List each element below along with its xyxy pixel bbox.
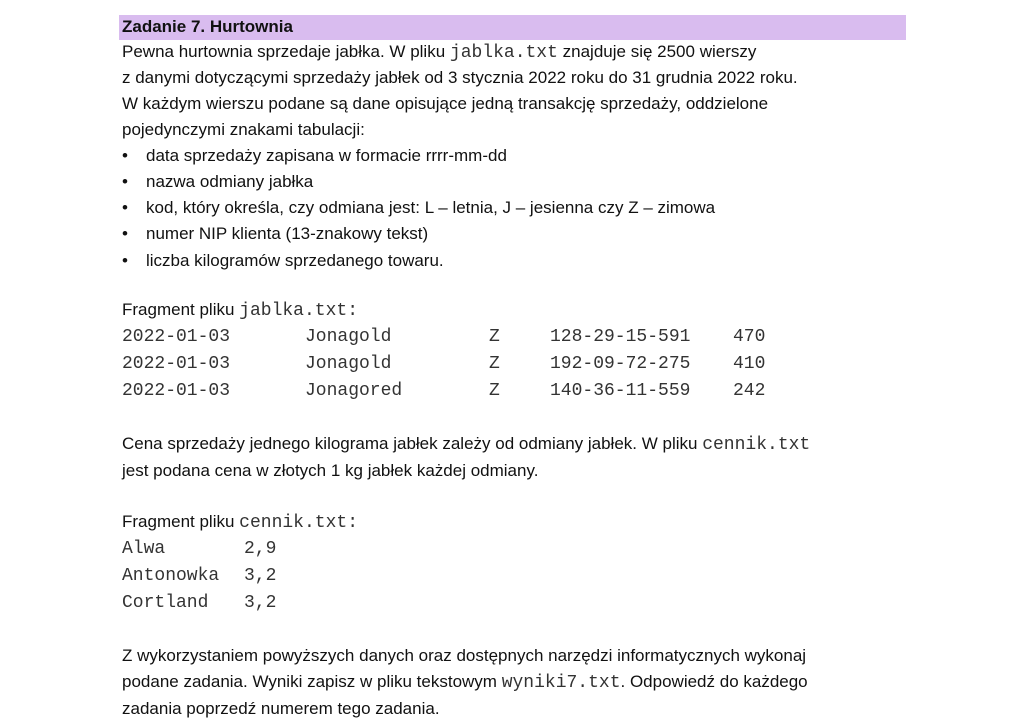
closing-line-2: [122, 671, 808, 694]
price-line-2: jest podana cena w złotych 1 kg jabłek każdej odmiany.: [122, 461, 539, 480]
jablka-nip: 140-36-11-559: [550, 381, 691, 401]
jablka-code: Z: [489, 381, 500, 401]
cennik-price: 3,2: [244, 593, 277, 613]
bullet-item-variety: [122, 171, 313, 193]
cennik-variety: Cortland: [122, 593, 209, 613]
price-text: Cena sprzedaży jednego kilograma jabłek zależy od odmiany jabłek. W pliku: [122, 434, 703, 453]
cennik-variety: Alwa: [122, 539, 166, 559]
closing-line-3: zadania poprzedź numerem tego zadania.: [122, 699, 440, 718]
bullet-text: nazwa odmiany jabłka: [146, 172, 314, 191]
intro-line-3: W każdym wierszu podane są dane opisujące jedną transakcję sprzedaży, oddzielone: [122, 94, 769, 113]
jablka-kg: 410: [733, 354, 766, 374]
bullet-item-nip: [122, 223, 428, 245]
fragment-label-text: Fragment pliku: [122, 300, 240, 319]
jablka-code: Z: [489, 327, 500, 347]
jablka-kg: 242: [733, 381, 766, 401]
fragment-jablka-label: [122, 299, 358, 322]
jablka-date: 2022-01-03: [122, 381, 231, 401]
bullet-marker: •: [122, 251, 128, 270]
jablka-date: 2022-01-03: [122, 327, 231, 347]
closing-text: podane zadania. Wyniki zapisz w pliku tekstowym: [122, 672, 502, 691]
closing-line-1: Z wykorzystaniem powyższych danych oraz dostępnych narzędzi informatycznych wykonaj: [122, 646, 807, 665]
intro-text: znajduje się 2500 wierszy: [557, 42, 757, 61]
bullet-item-date: [122, 145, 507, 167]
jablka-nip: 128-29-15-591: [550, 327, 691, 347]
fragment-label-colon: :: [347, 301, 359, 321]
bullet-marker: •: [122, 224, 128, 243]
intro-line-2: z danymi dotyczącymi sprzedaży jabłek od 3 stycznia 2022 roku do 31 grudnia 2022 roku.: [122, 68, 798, 87]
bullet-text: kod, który określa, czy odmiana jest: L – letnia, J – jesienna czy Z – zimowa: [146, 198, 716, 217]
bullet-marker: •: [122, 198, 128, 217]
filename-cennik: cennik.txt: [239, 513, 348, 533]
bullet-text: data sprzedaży zapisana w formacie rrrr-mm-dd: [146, 146, 507, 165]
filename-jablka: jablka.txt: [239, 301, 348, 321]
jablka-variety: Jonagored: [305, 381, 403, 401]
intro-line-4: pojedynczymi znakami tabulacji:: [122, 120, 365, 139]
task-title: Zadanie 7. Hurtownia: [122, 17, 293, 36]
fragment-label-text: Fragment pliku: [122, 512, 240, 531]
filename-wyniki: wyniki7.txt: [501, 673, 621, 693]
jablka-date: 2022-01-03: [122, 354, 231, 374]
fragment-cennik-label: [122, 511, 358, 534]
jablka-code: Z: [489, 354, 500, 374]
jablka-variety: Jonagold: [305, 354, 392, 374]
jablka-variety: Jonagold: [305, 327, 392, 347]
intro-text: Pewna hurtownia sprzedaje jabłka. W pliku: [122, 42, 450, 61]
bullet-text: liczba kilogramów sprzedanego towaru.: [146, 251, 444, 270]
bullet-text: numer NIP klienta (13-znakowy tekst): [146, 224, 429, 243]
bullet-marker: •: [122, 146, 128, 165]
jablka-kg: 470: [733, 327, 766, 347]
bullet-item-kg: [122, 250, 444, 272]
bullet-item-code: [122, 197, 715, 219]
filename-jablka: jablka.txt: [449, 43, 558, 63]
filename-cennik: cennik.txt: [702, 435, 811, 455]
cennik-variety: Antonowka: [122, 566, 220, 586]
price-line-1: [122, 433, 810, 456]
bullet-marker: •: [122, 172, 128, 191]
jablka-nip: 192-09-72-275: [550, 354, 691, 374]
cennik-price: 2,9: [244, 539, 277, 559]
closing-text: . Odpowiedź do każdego: [620, 672, 808, 691]
intro-line-1: [122, 41, 756, 64]
cennik-price: 3,2: [244, 566, 277, 586]
fragment-label-colon: :: [347, 513, 359, 533]
